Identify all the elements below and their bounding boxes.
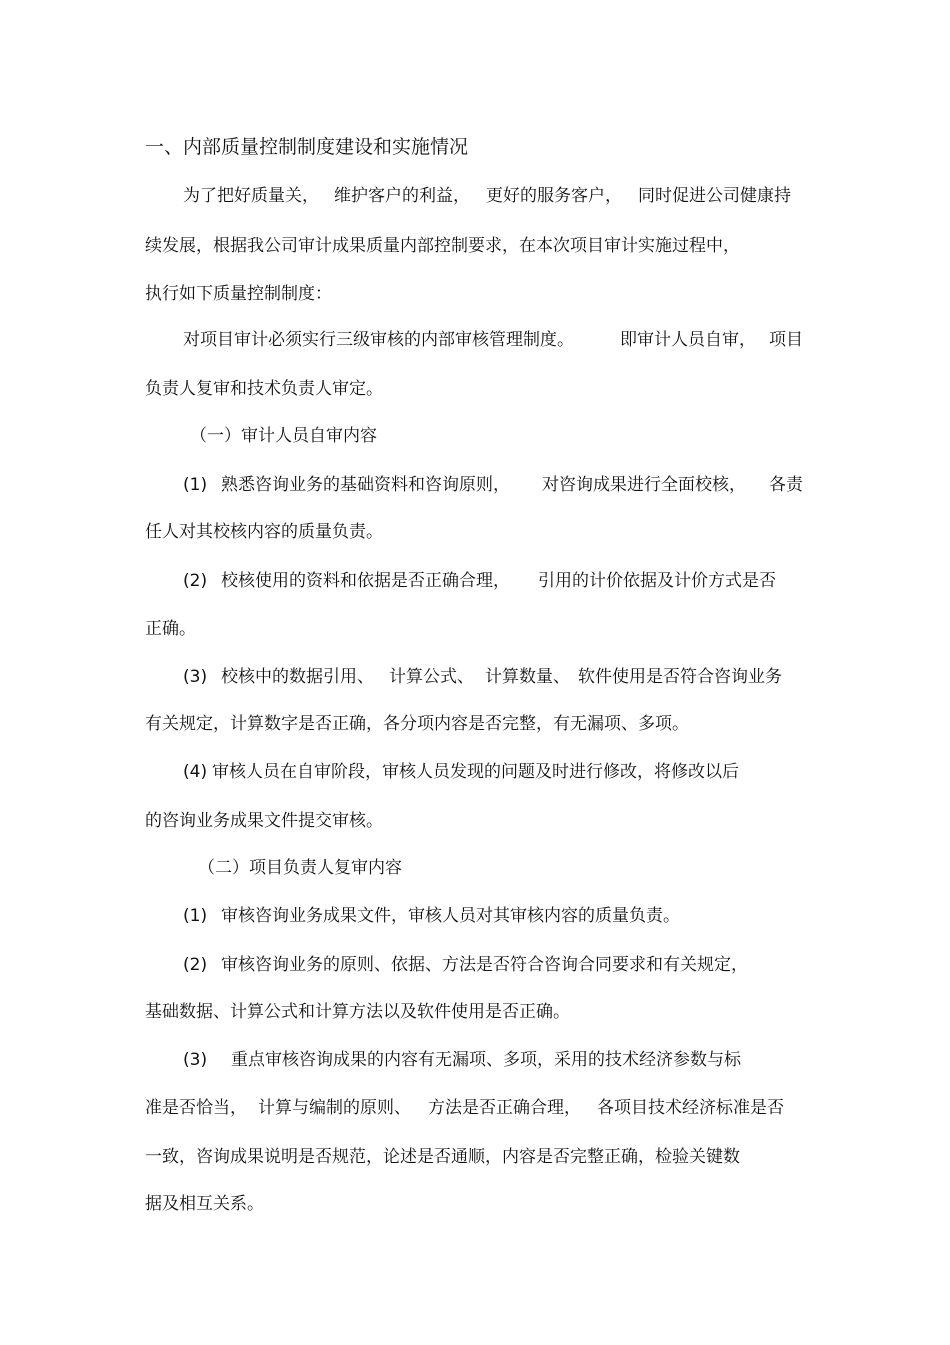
subsection-title-2: （二）项目负责人复审内容 bbox=[198, 858, 402, 878]
intro-line-3: 执行如下质量控制制度： bbox=[145, 284, 332, 304]
s1-item-4-line-2: 的咨询业务成果文件提交审核。 bbox=[145, 811, 383, 831]
system-line-2: 负责人复审和技术负责人审定。 bbox=[145, 379, 383, 399]
s1-item-2-line-2: 正确。 bbox=[145, 619, 196, 639]
document-page: 一、内部质量控制制度建设和实施情况 为了把好质量关， 维护客户的利益， 更好的服务客户， 同时促进公司健康持 续发展，根据我公司审计成果质量内部控制要求，在本次项目审计实施过程中， 执行如下质量控制制度： 对项目审计必须实行三级审核的内部审核管理制度。 即审计人员自审， 项目 负责人复审和技术负责人审定。 （一）审计人员自审内容 (1) 熟悉咨询业务的基础资料和咨询原则， 对咨询成果进行全面校核， 各责 任人对其校核内容的质量负责。 (2) 校核使用的资料和依据是否正确合理， 引用的计价依据及计价方式是否 正确。 (3) 校核中的数据引用、 计算公式、 计算数量、 软件使用是否符合咨询业务 有关规定，计算数字是否正确，各分项内容是否完整，有无漏项、多项。 (4) 审核人员在自审阶段，审核人员发现的问题及时进行修改，将修改以后 的咨询业务成果文件提交审核。 （二）项目负责人复审内容 (1) 审核咨询业务成果文件，审核人员对其审核内容的质量负责。 (2) 审核咨询业务的原则、依据、方法是否符合咨询合同要求和有关规定， 基础数据、计算公式和计算方法以及软件使用是否正确。 (3) 重点审核咨询成果的内容有无漏项、多项，采用的技术经济参数与标 准是否恰当， 计算与编制的原则、 方法是否正确合理， 各项目技术经济标准是否 一致，咨询成果说明是否规范，论述是否通顺，内容是否完整正确，检验关键数 据及相互关系。 bbox=[145, 136, 803, 1214]
s1-item-3-line-2: 有关规定，计算数字是否正确，各分项内容是否完整，有无漏项、多项。 bbox=[145, 714, 689, 734]
s2-item-2-line-2: 基础数据、计算公式和计算方法以及软件使用是否正确。 bbox=[145, 1002, 570, 1022]
s1-item-1-line-2: 任人对其校核内容的质量负责。 bbox=[145, 522, 383, 542]
intro-line-2: 续发展，根据我公司审计成果质量内部控制要求，在本次项目审计实施过程中， bbox=[145, 236, 740, 256]
s2-item-3-line-4: 据及相互关系。 bbox=[145, 1194, 264, 1214]
section-heading: 一、内部质量控制制度建设和实施情况 bbox=[145, 136, 469, 158]
s2-item-3-line-3: 一致，咨询成果说明是否规范，论述是否通顺，内容是否完整正确，检验关键数 bbox=[145, 1147, 740, 1167]
subsection-title-1: （一）审计人员自审内容 bbox=[190, 426, 377, 446]
